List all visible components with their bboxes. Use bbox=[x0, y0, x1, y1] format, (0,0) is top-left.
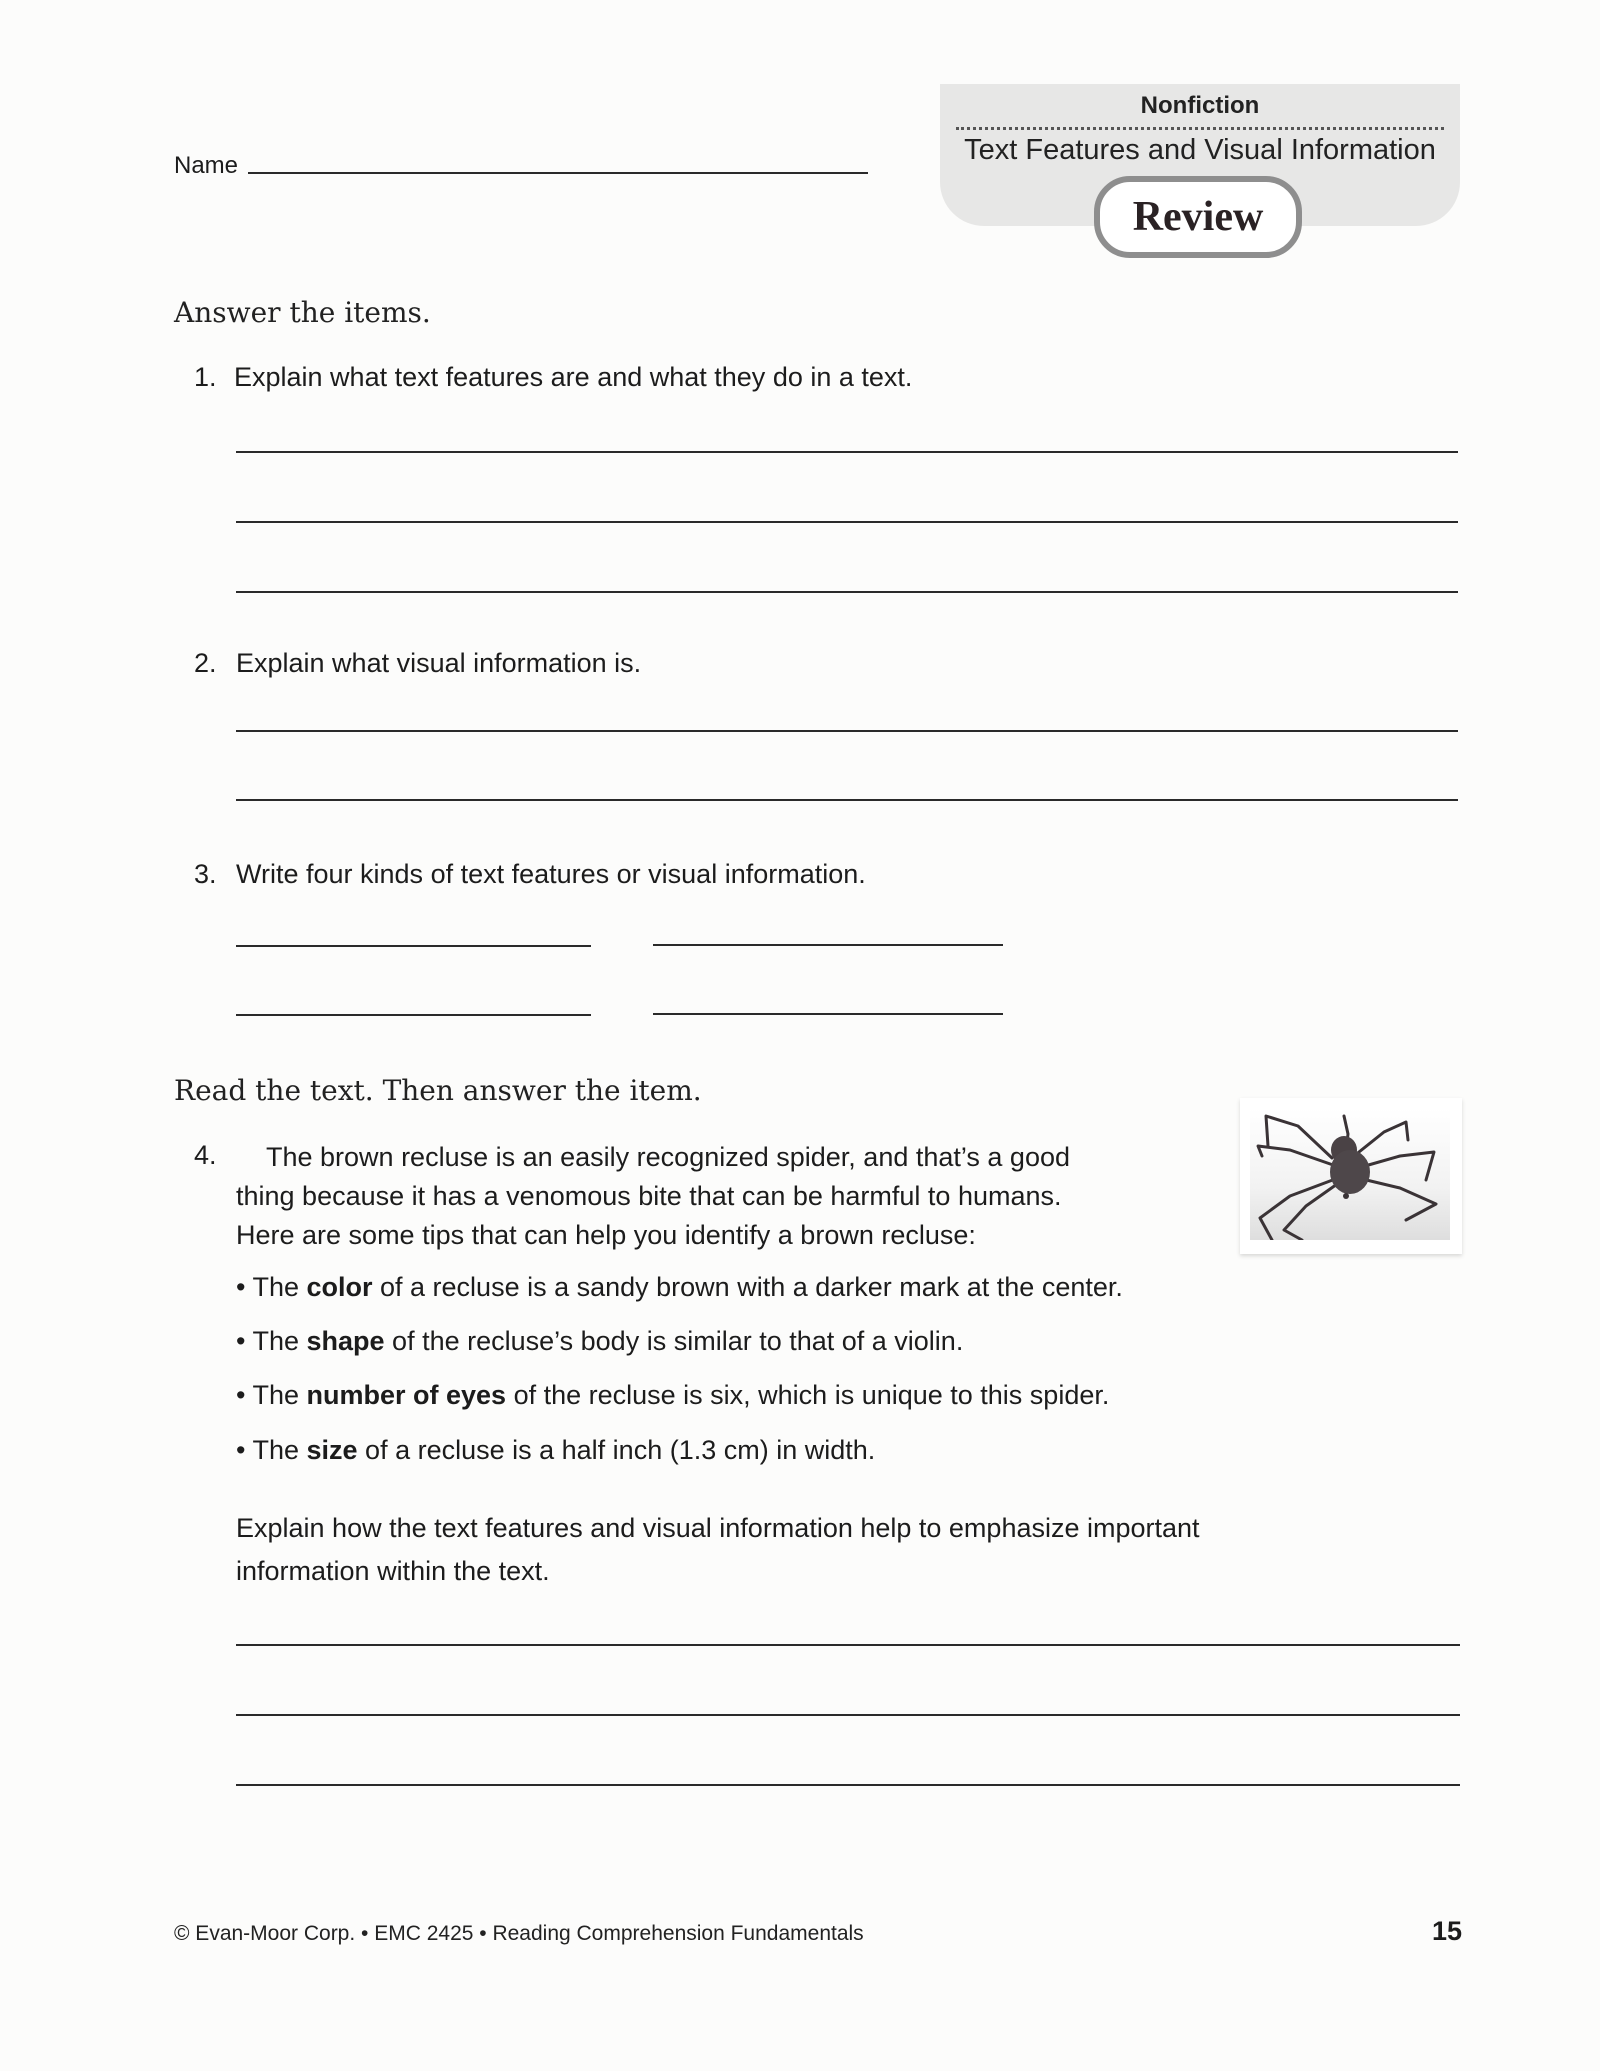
bullet-dot: • bbox=[236, 1272, 246, 1302]
tip-text: of a recluse is a half inch (1.3 cm) in width. bbox=[357, 1435, 876, 1465]
section1-instruction: Answer the items. bbox=[174, 296, 431, 329]
tip-text: of the recluse is six, which is unique to this spider. bbox=[506, 1380, 1110, 1410]
item3-answer-line[interactable] bbox=[236, 1014, 591, 1016]
passage-line: Here are some tips that can help you identify a brown recluse: bbox=[236, 1220, 976, 1250]
item1-answer-line[interactable] bbox=[236, 591, 1458, 593]
item1-answer-line[interactable] bbox=[236, 521, 1458, 523]
topic-title: Text Features and Visual Information bbox=[964, 134, 1436, 166]
item2-prompt: Explain what visual information is. bbox=[236, 648, 642, 678]
bullet-dot: • bbox=[236, 1326, 246, 1356]
item3-answer-line[interactable] bbox=[653, 944, 1003, 946]
item1-prompt: Explain what text features are and what they do in a text. bbox=[234, 362, 913, 392]
item4-prompt-line: information within the text. bbox=[236, 1556, 550, 1586]
tip-bullet bbox=[236, 1435, 875, 1466]
item1-answer-line[interactable] bbox=[236, 451, 1458, 453]
item2-number: 2. bbox=[194, 648, 217, 678]
tip-keyword: number of eyes bbox=[306, 1380, 507, 1410]
tip-text: The bbox=[252, 1272, 307, 1302]
item3-number: 3. bbox=[194, 859, 217, 889]
passage-line: The brown recluse is an easily recognized spider, and that’s a good bbox=[266, 1142, 1070, 1172]
tip-keyword: color bbox=[306, 1272, 373, 1302]
item4-number: 4. bbox=[194, 1140, 217, 1170]
item3-answer-line[interactable] bbox=[653, 1013, 1003, 1015]
tip-bullet bbox=[236, 1326, 963, 1357]
passage-line: thing because it has a venomous bite that can be harmful to humans. bbox=[236, 1181, 1062, 1211]
spider-photo bbox=[1250, 1108, 1450, 1240]
item4-answer-line[interactable] bbox=[236, 1784, 1460, 1786]
tip-text: The bbox=[252, 1326, 307, 1356]
tip-text: of the recluse’s body is similar to that of a violin. bbox=[384, 1326, 964, 1356]
tip-bullet bbox=[236, 1380, 1109, 1411]
name-input-line[interactable] bbox=[248, 172, 868, 174]
tip-text: The bbox=[252, 1380, 307, 1410]
item3-answer-line[interactable] bbox=[236, 945, 591, 947]
tip-text: The bbox=[252, 1435, 307, 1465]
item4-answer-line[interactable] bbox=[236, 1644, 1460, 1646]
item1-number: 1. bbox=[194, 362, 217, 392]
spider-photo-frame bbox=[1240, 1098, 1462, 1254]
bullet-dot: • bbox=[236, 1380, 246, 1410]
item4-answer-line[interactable] bbox=[236, 1714, 1460, 1716]
item3-prompt: Write four kinds of text features or visual information. bbox=[236, 859, 866, 889]
item2-answer-line[interactable] bbox=[236, 799, 1458, 801]
tip-keyword: size bbox=[306, 1435, 358, 1465]
spider-icon bbox=[1250, 1108, 1450, 1240]
tip-bullet bbox=[236, 1272, 1123, 1303]
footer-credit: © Evan-Moor Corp. • EMC 2425 • Reading Comprehension Fundamentals bbox=[174, 1922, 864, 1945]
tip-text: of a recluse is a sandy brown with a darker mark at the center. bbox=[372, 1272, 1123, 1302]
item2-answer-line[interactable] bbox=[236, 730, 1458, 732]
bullet-dot: • bbox=[236, 1435, 246, 1465]
dotted-divider bbox=[956, 127, 1444, 130]
section2-instruction: Read the text. Then answer the item. bbox=[174, 1074, 702, 1107]
category-label: Nonfiction bbox=[1140, 92, 1260, 119]
name-label: Name bbox=[174, 152, 239, 179]
review-badge bbox=[1094, 176, 1302, 258]
page-number: 15 bbox=[1431, 1916, 1462, 1946]
tip-keyword: shape bbox=[306, 1326, 385, 1356]
review-badge-label: Review bbox=[1132, 194, 1264, 240]
item4-prompt-line: Explain how the text features and visual information help to emphasize important bbox=[236, 1513, 1200, 1543]
